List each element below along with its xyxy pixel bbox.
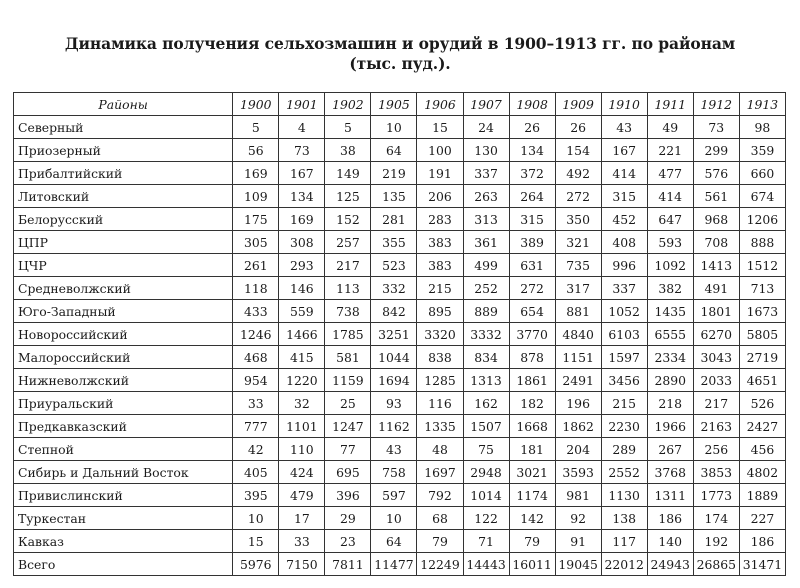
column-header-year: 1908 [509, 93, 555, 116]
value-cell: 142 [509, 507, 555, 530]
region-name-cell: Новороссийский [14, 323, 233, 346]
value-cell: 317 [555, 277, 601, 300]
value-cell: 2552 [601, 461, 647, 484]
value-cell: 1130 [601, 484, 647, 507]
value-cell: 424 [279, 461, 325, 484]
column-header-year: 1909 [555, 93, 601, 116]
value-cell: 31471 [739, 553, 785, 576]
value-cell: 523 [371, 254, 417, 277]
region-name-cell: Прибалтийский [14, 162, 233, 185]
value-cell: 792 [417, 484, 463, 507]
value-cell: 73 [693, 116, 739, 139]
table-row [14, 300, 786, 323]
value-cell: 2719 [739, 346, 785, 369]
value-cell: 217 [325, 254, 371, 277]
column-header-year: 1912 [693, 93, 739, 116]
value-cell: 4 [279, 116, 325, 139]
value-cell: 647 [647, 208, 693, 231]
table-row [14, 484, 786, 507]
column-header-year: 1900 [233, 93, 279, 116]
value-cell: 196 [555, 392, 601, 415]
value-cell: 217 [693, 392, 739, 415]
value-cell: 92 [555, 507, 601, 530]
value-cell: 321 [555, 231, 601, 254]
value-cell: 272 [555, 185, 601, 208]
value-cell: 122 [463, 507, 509, 530]
value-cell: 154 [555, 139, 601, 162]
value-cell: 206 [417, 185, 463, 208]
value-cell: 24943 [647, 553, 693, 576]
value-cell: 1862 [555, 415, 601, 438]
value-cell: 23 [325, 530, 371, 553]
value-cell: 33 [279, 530, 325, 553]
table-row [14, 139, 786, 162]
value-cell: 1159 [325, 369, 371, 392]
value-cell: 708 [693, 231, 739, 254]
value-cell: 12249 [417, 553, 463, 576]
value-cell: 221 [647, 139, 693, 162]
value-cell: 117 [601, 530, 647, 553]
value-cell: 337 [463, 162, 509, 185]
value-cell: 42 [233, 438, 279, 461]
value-cell: 113 [325, 277, 371, 300]
value-cell: 77 [325, 438, 371, 461]
value-cell: 6103 [601, 323, 647, 346]
value-cell: 1014 [463, 484, 509, 507]
value-cell: 169 [279, 208, 325, 231]
value-cell: 182 [509, 392, 555, 415]
value-cell: 2427 [739, 415, 785, 438]
table-row [14, 507, 786, 530]
value-cell: 227 [739, 507, 785, 530]
value-cell: 1044 [371, 346, 417, 369]
table-row [14, 185, 786, 208]
value-cell: 313 [463, 208, 509, 231]
value-cell: 1220 [279, 369, 325, 392]
value-cell: 3593 [555, 461, 601, 484]
region-name-cell: Юго-Западный [14, 300, 233, 323]
value-cell: 174 [693, 507, 739, 530]
value-cell: 889 [463, 300, 509, 323]
table-row [14, 208, 786, 231]
value-cell: 1435 [647, 300, 693, 323]
value-cell: 468 [233, 346, 279, 369]
value-cell: 191 [417, 162, 463, 185]
value-cell: 2163 [693, 415, 739, 438]
table-row [14, 369, 786, 392]
region-name-cell: ЦПР [14, 231, 233, 254]
value-cell: 175 [233, 208, 279, 231]
value-cell: 264 [509, 185, 555, 208]
table-row [14, 553, 786, 576]
value-cell: 79 [509, 530, 555, 553]
table-title [0, 34, 800, 74]
value-cell: 33 [233, 392, 279, 415]
value-cell: 1861 [509, 369, 555, 392]
value-cell: 138 [601, 507, 647, 530]
value-cell: 996 [601, 254, 647, 277]
value-cell: 1801 [693, 300, 739, 323]
table-row [14, 254, 786, 277]
value-cell: 3770 [509, 323, 555, 346]
value-cell: 71 [463, 530, 509, 553]
value-cell: 881 [555, 300, 601, 323]
value-cell: 263 [463, 185, 509, 208]
value-cell: 355 [371, 231, 417, 254]
value-cell: 152 [325, 208, 371, 231]
value-cell: 134 [509, 139, 555, 162]
value-cell: 491 [693, 277, 739, 300]
value-cell: 257 [325, 231, 371, 254]
value-cell: 2948 [463, 461, 509, 484]
value-cell: 93 [371, 392, 417, 415]
value-cell: 272 [509, 277, 555, 300]
value-cell: 64 [371, 139, 417, 162]
value-cell: 299 [693, 139, 739, 162]
value-cell: 838 [417, 346, 463, 369]
value-cell: 186 [739, 530, 785, 553]
value-cell: 1311 [647, 484, 693, 507]
value-cell: 396 [325, 484, 371, 507]
region-name-cell: Предкавказский [14, 415, 233, 438]
value-cell: 186 [647, 507, 693, 530]
value-cell: 452 [601, 208, 647, 231]
value-cell: 1697 [417, 461, 463, 484]
value-cell: 3456 [601, 369, 647, 392]
value-cell: 1335 [417, 415, 463, 438]
value-cell: 5 [233, 116, 279, 139]
value-cell: 559 [279, 300, 325, 323]
value-cell: 414 [601, 162, 647, 185]
value-cell: 11477 [371, 553, 417, 576]
column-header-year: 1910 [601, 93, 647, 116]
value-cell: 1773 [693, 484, 739, 507]
value-cell: 735 [555, 254, 601, 277]
value-cell: 1785 [325, 323, 371, 346]
region-name-cell: Нижневолжский [14, 369, 233, 392]
value-cell: 215 [417, 277, 463, 300]
column-header-year: 1911 [647, 93, 693, 116]
value-cell: 26 [555, 116, 601, 139]
value-cell: 1162 [371, 415, 417, 438]
value-cell: 674 [739, 185, 785, 208]
value-cell: 350 [555, 208, 601, 231]
value-cell: 15 [417, 116, 463, 139]
value-cell: 895 [417, 300, 463, 323]
value-cell: 43 [371, 438, 417, 461]
value-cell: 777 [233, 415, 279, 438]
value-cell: 492 [555, 162, 601, 185]
value-cell: 281 [371, 208, 417, 231]
value-cell: 1174 [509, 484, 555, 507]
value-cell: 181 [509, 438, 555, 461]
value-cell: 26865 [693, 553, 739, 576]
region-name-cell: ЦЧР [14, 254, 233, 277]
table-row [14, 438, 786, 461]
value-cell: 1285 [417, 369, 463, 392]
value-cell: 834 [463, 346, 509, 369]
table-title-line2: (тыс. пуд.). [349, 54, 451, 73]
value-cell: 118 [233, 277, 279, 300]
value-cell: 315 [601, 185, 647, 208]
value-cell: 2033 [693, 369, 739, 392]
value-cell: 526 [739, 392, 785, 415]
table-row [14, 461, 786, 484]
region-name-cell: Степной [14, 438, 233, 461]
value-cell: 414 [647, 185, 693, 208]
column-header-year: 1913 [739, 93, 785, 116]
value-cell: 204 [555, 438, 601, 461]
value-cell: 372 [509, 162, 555, 185]
value-cell: 79 [417, 530, 463, 553]
value-cell: 842 [371, 300, 417, 323]
value-cell: 1466 [279, 323, 325, 346]
value-cell: 167 [279, 162, 325, 185]
table-row [14, 323, 786, 346]
value-cell: 3332 [463, 323, 509, 346]
value-cell: 2230 [601, 415, 647, 438]
value-cell: 26 [509, 116, 555, 139]
value-cell: 140 [647, 530, 693, 553]
value-cell: 1597 [601, 346, 647, 369]
value-cell: 499 [463, 254, 509, 277]
table-row [14, 392, 786, 415]
value-cell: 695 [325, 461, 371, 484]
value-cell: 10 [371, 116, 417, 139]
value-cell: 192 [693, 530, 739, 553]
value-cell: 660 [739, 162, 785, 185]
value-cell: 19045 [555, 553, 601, 576]
value-cell: 1246 [233, 323, 279, 346]
column-header-year: 1902 [325, 93, 371, 116]
value-cell: 713 [739, 277, 785, 300]
value-cell: 3021 [509, 461, 555, 484]
value-cell: 2890 [647, 369, 693, 392]
value-cell: 24 [463, 116, 509, 139]
value-cell: 3853 [693, 461, 739, 484]
value-cell: 954 [233, 369, 279, 392]
value-cell: 6555 [647, 323, 693, 346]
value-cell: 337 [601, 277, 647, 300]
value-cell: 305 [233, 231, 279, 254]
value-cell: 5805 [739, 323, 785, 346]
value-cell: 1512 [739, 254, 785, 277]
value-cell: 1668 [509, 415, 555, 438]
value-cell: 597 [371, 484, 417, 507]
value-cell: 64 [371, 530, 417, 553]
value-cell: 1694 [371, 369, 417, 392]
value-cell: 1247 [325, 415, 371, 438]
value-cell: 382 [647, 277, 693, 300]
value-cell: 4651 [739, 369, 785, 392]
value-cell: 4802 [739, 461, 785, 484]
value-cell: 631 [509, 254, 555, 277]
value-cell: 56 [233, 139, 279, 162]
value-cell: 738 [325, 300, 371, 323]
region-name-cell: Привислинский [14, 484, 233, 507]
value-cell: 219 [371, 162, 417, 185]
value-cell: 5976 [233, 553, 279, 576]
value-cell: 415 [279, 346, 325, 369]
value-cell: 2491 [555, 369, 601, 392]
value-cell: 146 [279, 277, 325, 300]
value-cell: 293 [279, 254, 325, 277]
region-name-cell: Кавказ [14, 530, 233, 553]
value-cell: 125 [325, 185, 371, 208]
value-cell: 91 [555, 530, 601, 553]
value-cell: 14443 [463, 553, 509, 576]
column-header-year: 1907 [463, 93, 509, 116]
value-cell: 359 [739, 139, 785, 162]
value-cell: 888 [739, 231, 785, 254]
value-cell: 981 [555, 484, 601, 507]
value-cell: 167 [601, 139, 647, 162]
value-cell: 389 [509, 231, 555, 254]
region-name-cell: Приуральский [14, 392, 233, 415]
value-cell: 22012 [601, 553, 647, 576]
value-cell: 289 [601, 438, 647, 461]
table-row [14, 231, 786, 254]
value-cell: 100 [417, 139, 463, 162]
value-cell: 758 [371, 461, 417, 484]
column-header-year: 1906 [417, 93, 463, 116]
region-name-cell: Средневолжский [14, 277, 233, 300]
value-cell: 252 [463, 277, 509, 300]
value-cell: 1507 [463, 415, 509, 438]
value-cell: 1052 [601, 300, 647, 323]
value-cell: 1413 [693, 254, 739, 277]
value-cell: 49 [647, 116, 693, 139]
value-cell: 162 [463, 392, 509, 415]
value-cell: 3768 [647, 461, 693, 484]
value-cell: 3320 [417, 323, 463, 346]
region-name-cell: Сибирь и Дальний Восток [14, 461, 233, 484]
value-cell: 1313 [463, 369, 509, 392]
value-cell: 3251 [371, 323, 417, 346]
table-row [14, 415, 786, 438]
value-cell: 134 [279, 185, 325, 208]
value-cell: 73 [279, 139, 325, 162]
value-cell: 68 [417, 507, 463, 530]
value-cell: 169 [233, 162, 279, 185]
table-body [14, 116, 786, 576]
value-cell: 256 [693, 438, 739, 461]
value-cell: 456 [739, 438, 785, 461]
region-name-cell: Белорусский [14, 208, 233, 231]
value-cell: 25 [325, 392, 371, 415]
value-cell: 968 [693, 208, 739, 231]
value-cell: 7150 [279, 553, 325, 576]
table-row [14, 530, 786, 553]
value-cell: 1151 [555, 346, 601, 369]
table-row [14, 162, 786, 185]
value-cell: 5 [325, 116, 371, 139]
value-cell: 576 [693, 162, 739, 185]
data-table [13, 92, 786, 576]
column-header-year: 1901 [279, 93, 325, 116]
region-name-cell: Всего [14, 553, 233, 576]
value-cell: 383 [417, 254, 463, 277]
value-cell: 3043 [693, 346, 739, 369]
value-cell: 581 [325, 346, 371, 369]
value-cell: 16011 [509, 553, 555, 576]
value-cell: 38 [325, 139, 371, 162]
value-cell: 215 [601, 392, 647, 415]
value-cell: 433 [233, 300, 279, 323]
value-cell: 308 [279, 231, 325, 254]
value-cell: 1673 [739, 300, 785, 323]
value-cell: 2334 [647, 346, 693, 369]
value-cell: 4840 [555, 323, 601, 346]
value-cell: 315 [509, 208, 555, 231]
value-cell: 878 [509, 346, 555, 369]
value-cell: 383 [417, 231, 463, 254]
value-cell: 10 [371, 507, 417, 530]
value-cell: 43 [601, 116, 647, 139]
value-cell: 149 [325, 162, 371, 185]
value-cell: 479 [279, 484, 325, 507]
value-cell: 32 [279, 392, 325, 415]
column-header-region: Районы [14, 93, 233, 116]
value-cell: 408 [601, 231, 647, 254]
value-cell: 1101 [279, 415, 325, 438]
value-cell: 48 [417, 438, 463, 461]
region-name-cell: Туркестан [14, 507, 233, 530]
value-cell: 361 [463, 231, 509, 254]
value-cell: 1889 [739, 484, 785, 507]
value-cell: 98 [739, 116, 785, 139]
table-row [14, 277, 786, 300]
value-cell: 130 [463, 139, 509, 162]
value-cell: 135 [371, 185, 417, 208]
value-cell: 405 [233, 461, 279, 484]
value-cell: 1092 [647, 254, 693, 277]
value-cell: 1966 [647, 415, 693, 438]
value-cell: 593 [647, 231, 693, 254]
value-cell: 332 [371, 277, 417, 300]
value-cell: 477 [647, 162, 693, 185]
value-cell: 654 [509, 300, 555, 323]
value-cell: 29 [325, 507, 371, 530]
column-header-year: 1905 [371, 93, 417, 116]
value-cell: 6270 [693, 323, 739, 346]
value-cell: 261 [233, 254, 279, 277]
region-name-cell: Приозерный [14, 139, 233, 162]
table-row [14, 346, 786, 369]
value-cell: 17 [279, 507, 325, 530]
table-title-line1: Динамика получения сельхозмашин и орудий в 1900–1913 гг. по районам [64, 34, 736, 53]
value-cell: 75 [463, 438, 509, 461]
header-row [14, 93, 786, 116]
value-cell: 561 [693, 185, 739, 208]
value-cell: 267 [647, 438, 693, 461]
value-cell: 109 [233, 185, 279, 208]
value-cell: 283 [417, 208, 463, 231]
value-cell: 395 [233, 484, 279, 507]
value-cell: 110 [279, 438, 325, 461]
value-cell: 10 [233, 507, 279, 530]
value-cell: 116 [417, 392, 463, 415]
region-name-cell: Литовский [14, 185, 233, 208]
value-cell: 7811 [325, 553, 371, 576]
region-name-cell: Малороссийский [14, 346, 233, 369]
region-name-cell: Северный [14, 116, 233, 139]
value-cell: 218 [647, 392, 693, 415]
table-row [14, 116, 786, 139]
value-cell: 1206 [739, 208, 785, 231]
value-cell: 15 [233, 530, 279, 553]
